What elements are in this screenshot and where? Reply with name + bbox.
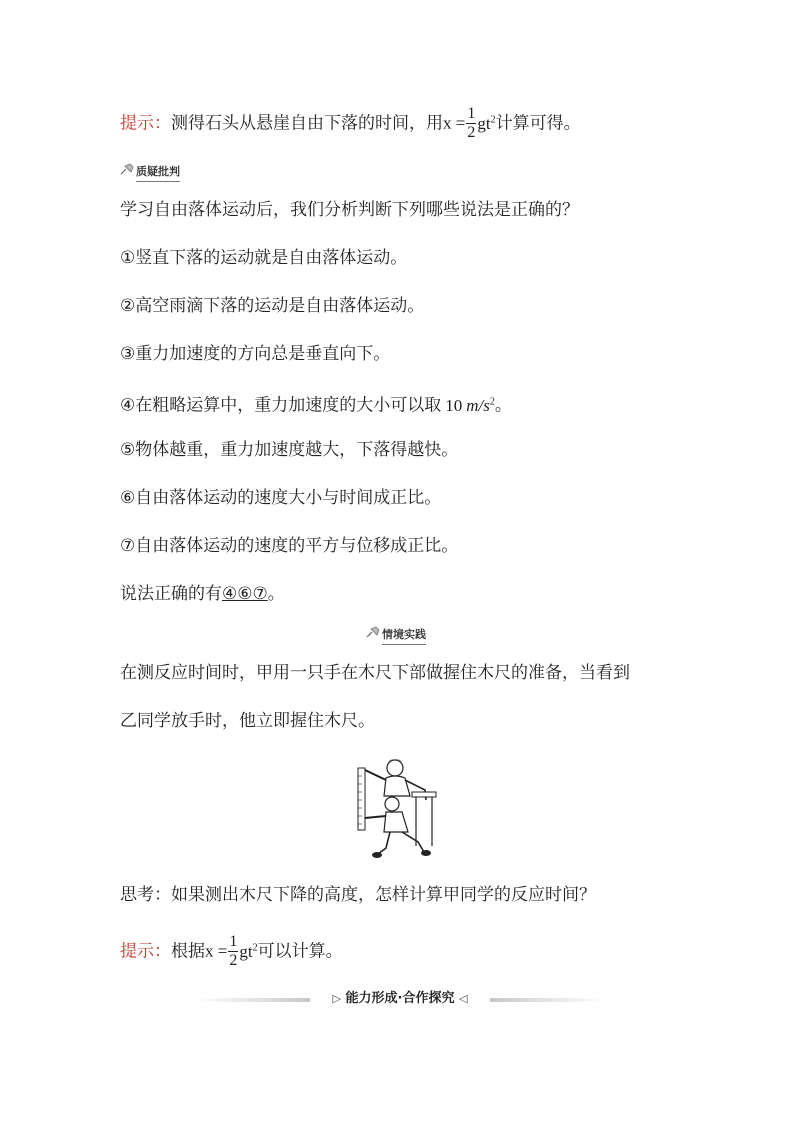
arrow-left-icon: ◁ — [459, 992, 468, 1005]
fraction-denominator: 2 — [229, 952, 238, 969]
critique-item-1: ①竖直下落的运动就是自由落体运动。 — [120, 248, 408, 268]
item-4-unit — [466, 396, 495, 415]
item-4-end: 。 — [494, 395, 512, 416]
formula-lhs: x = — [205, 941, 228, 961]
fraction-numerator: 1 — [229, 933, 238, 950]
item-4-value: 10 — [445, 395, 463, 415]
practice-line-1: 在测反应时间时，甲用一只手在木尺下部做握住木尺的准备，当看到 — [120, 663, 630, 683]
section-tag-practice — [366, 626, 426, 642]
answer-end: 。 — [267, 584, 285, 604]
formula-rhs — [477, 114, 495, 133]
hint-label: 提示： — [120, 941, 171, 962]
item-4-unit-text: m/s — [466, 395, 490, 415]
item-4-unit-exponent: 2 — [489, 396, 495, 407]
banner-title: 能力形成·合作探究 — [345, 991, 455, 1006]
critique-item-5: ⑤物体越重，重力加速度越大，下落得越快。 — [120, 440, 459, 460]
fraction — [466, 105, 476, 142]
arrow-right-icon: ▷ — [332, 992, 341, 1005]
formula-gt: gt — [477, 113, 491, 133]
answer-value: ④⑥⑦ — [222, 584, 268, 604]
critique-intro: 学习自由落体运动后，我们分析判断下列哪些说法是正确的？ — [120, 200, 579, 220]
item-4-text: ④在粗略运算中，重力加速度的大小可以取 — [120, 395, 442, 416]
pushpin-icon — [120, 163, 134, 180]
section-tag-critique — [120, 163, 180, 179]
section-tag-label: 质疑批判 — [136, 164, 180, 182]
formula-exponent: 2 — [490, 113, 496, 125]
hint-text: 测得石头从悬崖自由下落的时间，用 — [171, 113, 443, 134]
fraction — [228, 933, 238, 970]
hint-1 — [120, 105, 581, 142]
hint-text-after: 计算可得。 — [495, 113, 581, 134]
fraction-numerator: 1 — [467, 105, 476, 122]
answer-text: 说法正确的有 — [120, 584, 222, 604]
formula-gt: gt — [239, 941, 253, 961]
critique-item-6: ⑥自由落体运动的速度大小与时间成正比。 — [120, 488, 442, 508]
formula-exponent: 2 — [252, 941, 258, 953]
section-tag-label: 情境实践 — [382, 627, 426, 645]
pushpin-icon — [366, 626, 380, 643]
formula-rhs — [239, 942, 257, 961]
formula-lhs: x = — [443, 113, 466, 133]
reaction-time-illustration — [350, 756, 440, 861]
hint-2 — [120, 933, 343, 970]
hint-text-after: 可以计算。 — [257, 941, 343, 962]
hint-text: 根据 — [171, 941, 205, 962]
critique-item-7: ⑦自由落体运动的速度的平方与位移成正比。 — [120, 536, 459, 556]
critique-item-2: ②高空雨滴下落的运动是自由落体运动。 — [120, 296, 425, 316]
critique-item-3: ③重力加速度的方向总是垂直向下。 — [120, 344, 391, 364]
fraction-denominator: 2 — [467, 124, 476, 141]
critique-answer — [120, 582, 285, 606]
banner-title-wrap — [195, 989, 605, 1009]
practice-question: 思考：如果测出木尺下降的高度，怎样计算甲同学的反应时间？ — [120, 885, 596, 905]
section-banner — [195, 989, 605, 1009]
hint-label: 提示： — [120, 113, 171, 134]
practice-line-2: 乙同学放手时，他立即握住木尺。 — [120, 711, 375, 731]
critique-item-4 — [120, 390, 512, 418]
